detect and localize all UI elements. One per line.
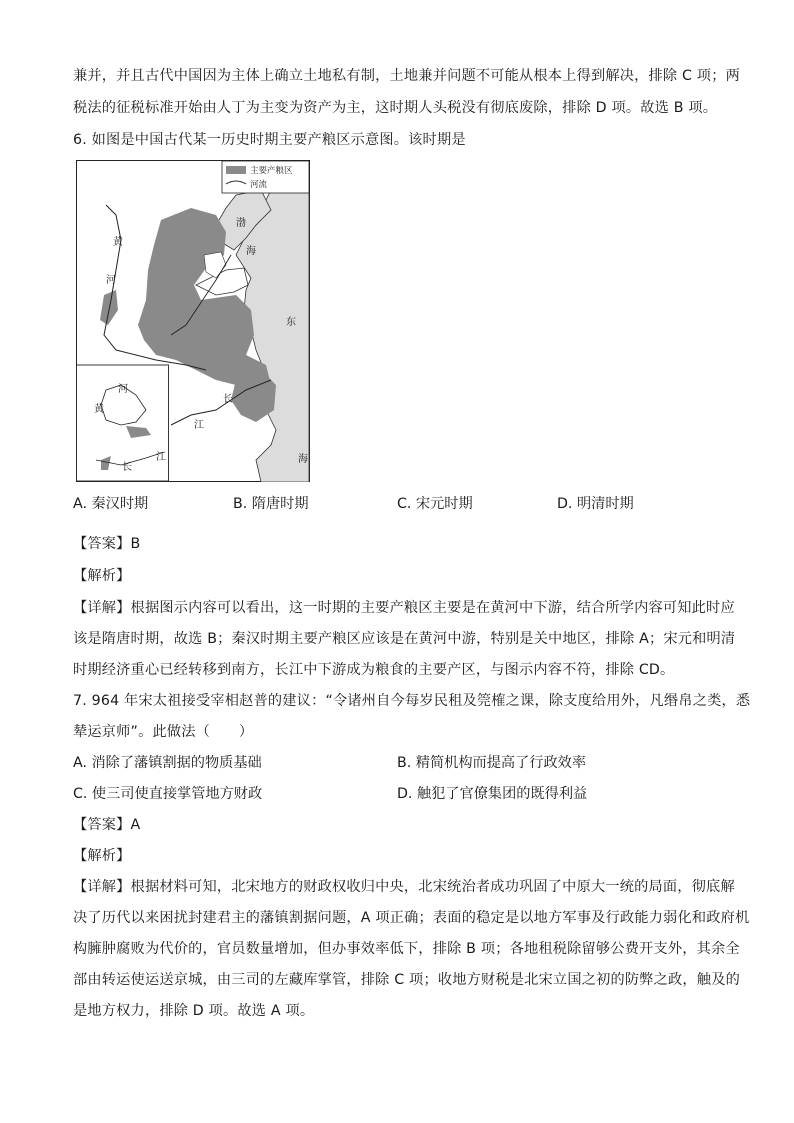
text-line: 兼并，并且古代中国因为主体上确立土地私有制，土地兼并问题不可能从根本上得到解决，排除 C 项；两 (73, 68, 740, 84)
q7-option-c: C. 使三司使直接掌管地方财政 (73, 786, 263, 802)
text-line: 税法的征税标准开始由人丁为主变为资产为主，这时期人头税没有彻底废除，排除 D 项。故选 B 项。 (73, 100, 718, 116)
q6-option-b: B. 隋唐时期 (233, 496, 309, 512)
q7-option-b: B. 精简机构而提高了行政效率 (397, 755, 587, 771)
detail-6-line: 【详解】根据图示内容可以看出，这一时期的主要产粮区主要是在黄河中下游，结合所学内容可知此时应 (73, 600, 735, 616)
answer-6: 【答案】B (73, 536, 141, 552)
answer-7: 【答案】A (73, 817, 141, 833)
q7-option-d: D. 触犯了官僚集团的既得利益 (397, 786, 588, 802)
label-dong: 东 (286, 317, 296, 328)
label-he: 河 (106, 275, 116, 286)
detail-7-line: 是地方权力，排除 D 项。故选 A 项。 (73, 1003, 315, 1019)
grain-region-map (76, 160, 310, 482)
analysis-6-heading: 【解析】 (73, 568, 131, 584)
inset-label-jiang: 江 (156, 452, 166, 463)
label-hai: 海 (246, 246, 256, 257)
question-6-stem: 6. 如图是中国古代某一历史时期主要产粮区示意图。该时期是 (73, 132, 466, 148)
inset-label-he: 河 (118, 384, 128, 395)
label-chang: 长 (223, 394, 233, 405)
q7-option-a: A. 消除了藩镇割据的物质基础 (73, 755, 262, 771)
detail-6-line: 时期经济重心已经转移到南方，长江中下游成为粮食的主要产区，与图示内容不符，排除 CD。 (73, 662, 675, 678)
inset-label-chang: 长 (122, 462, 132, 473)
analysis-7-heading: 【解析】 (73, 848, 131, 864)
label-bo: 渤 (236, 218, 246, 229)
legend-grain-swatch (226, 166, 246, 174)
label-jiang: 江 (194, 420, 204, 431)
detail-6-line: 该是隋唐时期，故选 B；秦汉时期主要产粮区应该是在黄河中游，特别是关中地区，排除 A；宋元和明清 (73, 631, 736, 647)
map-figure (76, 160, 310, 482)
detail-7-line: 构臃肿腐败为代价的，官员数量增加，但办事效率低下，排除 B 项；各地租税除留够公费开支外，其余全 (73, 941, 740, 957)
label-huang: 黄 (113, 237, 123, 248)
question-7-stem: 辇运京师”。此做法（ ） (73, 724, 254, 740)
detail-7-line: 【详解】根据材料可知，北宋地方的财政权收归中央，北宋统治者成功巩固了中原大一统的局面，彻底解 (73, 879, 735, 895)
label-hai2: 海 (298, 454, 308, 465)
legend-grain-label: 主要产粮区 (250, 166, 293, 176)
q6-option-c: C. 宋元时期 (397, 496, 473, 512)
inset-label-huang: 黄 (94, 404, 104, 415)
q6-option-d: D. 明清时期 (557, 496, 634, 512)
detail-7-line: 决了历代以来困扰封建君主的藩镇割据问题，A 项正确；表面的稳定是以地方军事及行政能力弱化和政府机 (73, 910, 750, 926)
question-7-stem: 7. 964 年宋太祖接受宰相赵普的建议：“令诸州自今每岁民租及筦榷之课，除支度给用外，凡缗帛之类，悉 (73, 693, 751, 709)
legend-river-label: 河流 (250, 180, 268, 190)
detail-7-line: 部由转运使运送京城，由三司的左藏库掌管，排除 C 项；收地方财税是北宋立国之初的防弊之政，触及的 (73, 972, 740, 988)
q6-option-a: A. 秦汉时期 (73, 496, 149, 512)
